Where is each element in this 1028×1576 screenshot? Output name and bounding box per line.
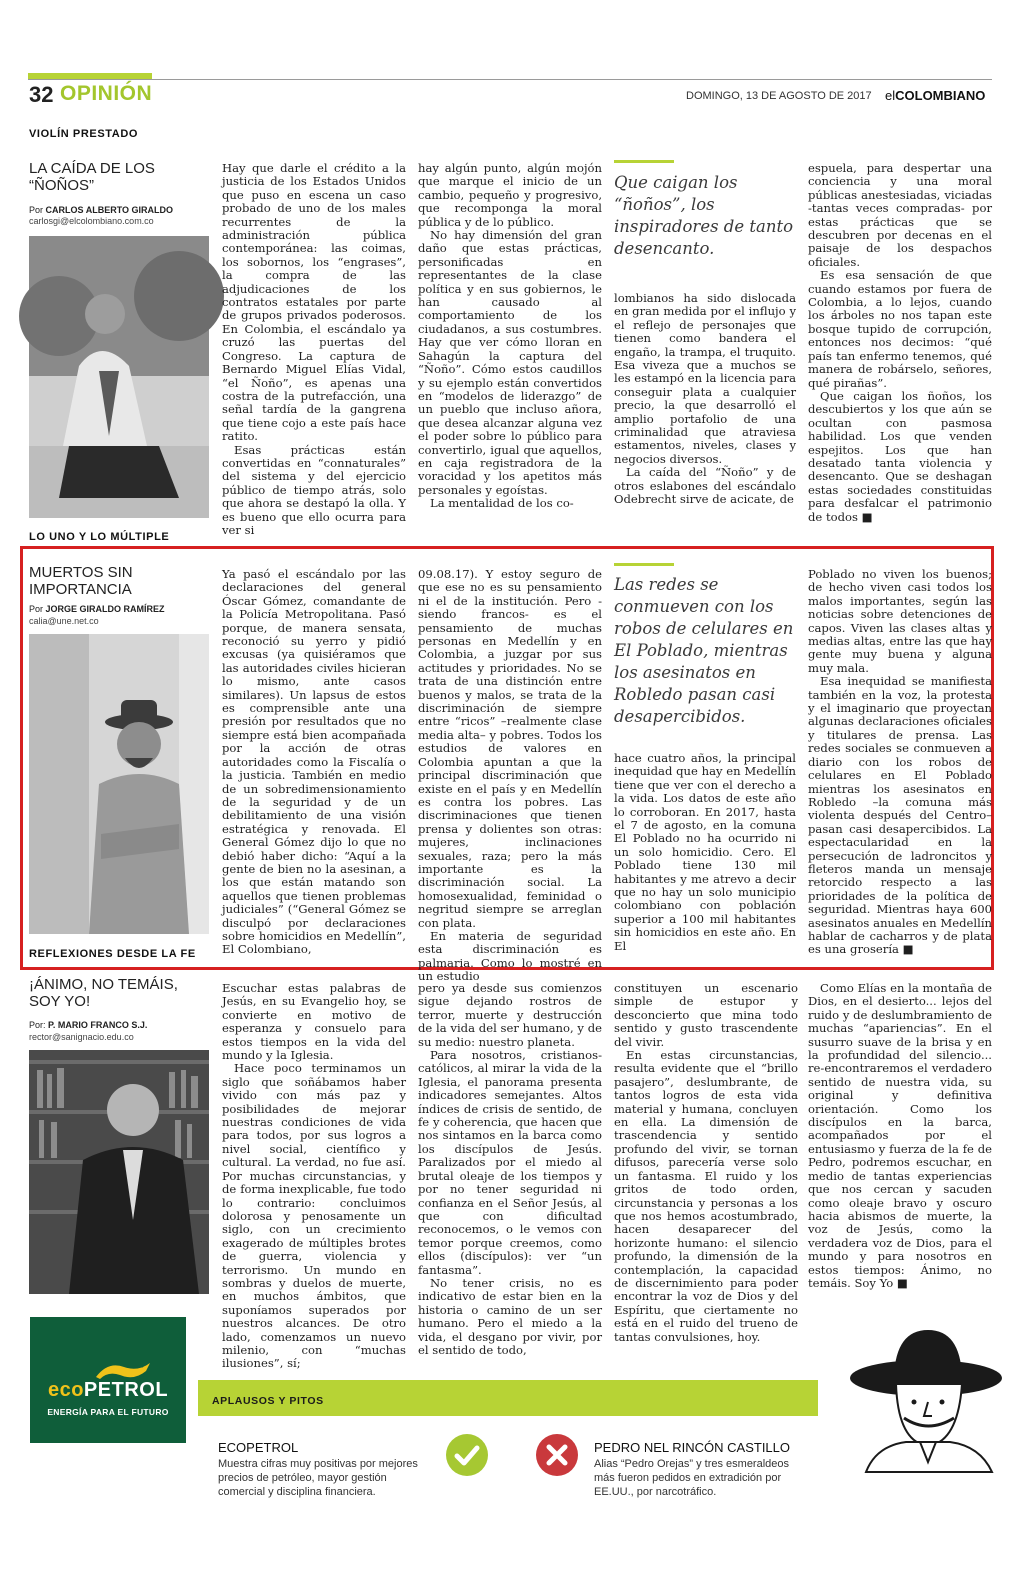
- author-portrait-image: [29, 236, 209, 518]
- article-body-col1: [222, 981, 406, 1371]
- issue-date: DOMINGO, 13 DE AGOSTO DE 2017: [686, 90, 872, 102]
- paragraph: Esa inequidad se manifiesta también en la voz, la protesta y el imaginario que proyectan algunas declaraciones oficiales y titulares de prensa. Las redes sociales se conmueven a diario con los robos de celulares en El Poblado mientras los asesinatos en Robledo –la comuna más violenta después del Centro– pasan casi desapercibidos. La espectacularidad en la persecución de ladroncitos y fleteros manda un mensaje retorcido respecto a las prioridades de la política de seguridad. Mientras haya 600 asesinatos anuales en Medellín hablar de cacharros y de plata es una grosería ■: [808, 674, 992, 957]
- author-portrait-image: [29, 634, 209, 934]
- article-body-col3: [614, 292, 796, 524]
- article-body-col2: [418, 981, 602, 1357]
- paragraph: 09.08.17). Y estoy seguro de que ese no es su pensamiento ni el de la institución. Pero -siendo francos- es el pensamiento de muchas personas en Medellín y en Colombia, a juzgar por sus actitudes y prioridades. No se trata de una distinción entre buenos y malos, se trata de la discriminación de siempre entre “ricos” –realmente clase media alta– y pobres. Todos los estudios de valores en Colombia apuntan a que la principal discriminación que existe en el país y en Medellín es contra los pobres. Las discriminaciones que tienen prensa y dolientes son otras: mujeres, inclinaciones sexuales, raza; pero la más importante es la discriminación social. La homosexualidad, feminidad o negritud siempre se arreglan con plata.: [418, 567, 602, 930]
- ad-slogan: ENERGÍA PARA EL FUTURO: [47, 1407, 169, 1417]
- pull-quote-bar: [614, 160, 674, 163]
- article-body-col4: [808, 162, 992, 524]
- paragraph: Para nosotros, cristianos-católicos, al mirar la vida de la Iglesia, el panorama presenta indicadores semejantes. Altos índices de crisis de sentido, de fe y coherencia, que hacen que nos sintamos en la barca como los discípulos de Jesús. Paralizados por el miedo al brutal oleaje de los tiempos y por no tener seguridad ni confianza en el Señor Jesús, al que con dificultad reconocemos, o le vemos con temor porque creemos, como ellos (discípulos): ver “un fantasma”.: [418, 1048, 602, 1277]
- article-body-col1: [222, 567, 406, 957]
- article-body-col1: [222, 161, 406, 537]
- article-body-col2: [418, 567, 602, 984]
- pull-quote-bar: [614, 563, 674, 566]
- byline-prefix: Por: [29, 604, 44, 614]
- pito-name: PEDRO NEL RINCÓN CASTILLO: [594, 1440, 791, 1455]
- author-name: CARLOS ALBERTO GIRALDO: [45, 205, 174, 215]
- brand-name: COLOMBIANO: [895, 88, 986, 103]
- column-kicker: LO UNO Y LO MÚLTIPLE: [29, 531, 170, 543]
- byline-prefix: Por: [29, 205, 44, 215]
- paragraph: espuela, para despertar una conciencia y una moral públicas anestesiadas, viciadas -tantas veces compradas- por estas prácticas que se descubren por decenas en el paisaje de los despachos oficiales.: [808, 161, 992, 269]
- author-name: JORGE GIRALDO RAMÍREZ: [45, 604, 165, 614]
- brand-prefix: el: [885, 88, 896, 103]
- paragraph: Hay que darle el crédito a la justicia de los Estados Unidos que puso en escena un caso probado de uno de los males recurrentes de la administración pública contemporánea: las coimas, los sobornos, los “engrases”, la compra de las adjudicaciones de los contratos estatales por parte de grupos privados poderosos. En Colombia, el escándalo ya cruzó las puertas del Congreso. La captura de Bernardo Miguel Elías Vidal, “el Ñoño”, es apenas una costra de la putrefacción, una señal tardía de la gangrena que tiene cojo a este país hace ratito.: [222, 161, 406, 444]
- column-kicker: VIOLÍN PRESTADO: [29, 128, 139, 140]
- check-icon: [446, 1434, 488, 1476]
- article-body-col4: [808, 567, 992, 957]
- byline: [29, 1020, 147, 1030]
- byline: [29, 604, 165, 614]
- author-email[interactable]: calia@une.net.co: [29, 616, 99, 626]
- author-name: P. MARIO FRANCO S.J.: [48, 1020, 148, 1030]
- aplausos-title: APLAUSOS Y PITOS: [212, 1395, 324, 1407]
- author-email[interactable]: carlosgi@elcolombiano.com.co: [29, 216, 154, 226]
- paragraph: Ya pasó el escándalo por las declaraciones del general Óscar Gómez, comandante de la Policía Metropolitana. Pasó porque, de manera sensata, reconoció su yerro y pidió excusas (ya quisiéramos que las autoridades civiles hicieran lo mismo, ante casos similares). Un lapsus de estos es comprensible ante una presión por resultados que no siempre está bien acompañada por la acción de otras autoridades como la Fiscalía o la justicia. También en medio de un sobredimensionamiento de la seguridad y de un debilitamiento de una visión estratégica y renovada. El General Gómez dijo lo que no debió haber dicho: “Aquí a la gente de bien no la asesinan, a los que están matando son aquellos que tienen problemas judiciales” (“General Gómez se disculpó por declaraciones sobre homicidios en Medellín”, El Colombiano,: [222, 567, 406, 957]
- pito-text: Alias “Pedro Orejas” y tres esmeraldeos más fueron pedidos en extradición por EE.UU., por narcotráfico.: [594, 1458, 790, 1498]
- section-title: OPINIÓN: [60, 82, 153, 105]
- x-icon: [536, 1434, 578, 1476]
- article-title: MUERTOS SIN IMPORTANCIA: [29, 564, 133, 598]
- author-photo: [29, 1050, 209, 1294]
- article-body-col2: [418, 162, 602, 524]
- paragraph: hace cuatro años, la principal inequidad que hay en Medellín tiene que ver con el derecho a la vida. Los datos de este año lo corroboran. En 2017, hasta el 7 de agosto, en la comuna El Poblado no ha ocurrido ni un solo homicidio. Cero. El Poblado tiene 130 mil habitantes y me atrevo a decir que no hay un solo municipio colombiano con población superior a 100 mil habitantes sin homicidios en este año. En El: [614, 751, 796, 953]
- article-body-col4: [808, 981, 992, 1290]
- article-body-col3: [614, 982, 798, 1342]
- column-kicker: REFLEXIONES DESDE LA FE: [29, 948, 196, 960]
- paragraph: La caída del “Ñoño” y de otros eslabones del escándalo Odebrecht sirve de acicate, de: [614, 465, 796, 507]
- header-rule: [28, 79, 992, 80]
- paragraph: hay algún punto, algún mojón que marque el inicio de un cambio, pequeño y progresivo, que recomponga la moral pública y de lo público.: [418, 161, 602, 229]
- paragraph: En estas circunstancias, resulta evidente que el “brillo pasajero”, deslumbrante, de tantos logros de esta vida material y humana, concluyen en ella. La dimensión de trascendencia y sentido profundo del vivir, se tornan difusos, parecería verse solo un fantasma. El ruido y los gritos de todo orden, circunstancia y personas a los que nos hemos acostumbrado, hacen desaparecer del horizonte humano: el silencio profundo, la dimensión de la contemplación, la capacidad de discernimiento para poder encontrar la voz de Dios y del Espíritu, que ciertamente no está en el ruido del trueno de tantas convulsiones, hoy.: [614, 1048, 798, 1344]
- article-body-col3: [614, 751, 796, 953]
- author-photo: [29, 236, 209, 518]
- ecopetrol-ad[interactable]: [30, 1317, 186, 1443]
- pull-quote: Las redes se conmueven con los robos de celulares en El Poblado, mientras los asesinatos en Robledo pasan casi desapercibidos.: [614, 575, 794, 726]
- paragraph: lombianos ha sido dislocada en gran medida por el influjo y el reflejo de personajes que tienen como bandera el engaño, la trampa, el truquito. Esa viveza que a muchos se les estampó en la licencia para conseguir plata a cualquier precio, la que desarrolló el amplio portafolio de una criminalidad que atraviesa estamentos, niveles, clases y negocios diversos.: [614, 291, 796, 466]
- author-photo: [29, 634, 209, 934]
- article-title: LA CAÍDA DE LOS “ÑOÑOS”: [29, 160, 155, 194]
- paragraph: La mentalidad de los co-: [430, 496, 574, 511]
- paragraph: En materia de seguridad esta discriminación es palmaria. Como lo mostré en un estudio: [418, 928, 602, 984]
- paragraph: Poblado no viven los buenos; de hecho viven casi todos los malos importantes, según las noticias sobre detenciones de capos. Viven las clases altas y medias altas, entre las que hay gente muy buena y alguna muy mala.: [808, 567, 992, 675]
- paragraph: Escuchar estas palabras de Jesús, en su Evangelio hoy, se convierte en motivo de esperanza y consuelo para estos tiempos en la vida del mundo y la Iglesia.: [222, 981, 406, 1063]
- caricature-hat-man-icon: [836, 1322, 1004, 1472]
- paragraph: constituyen un escenario simple de estupor y desconcierto que mina todo sentido y gusto trascendente del vivir.: [614, 981, 798, 1049]
- aplauso-text: Muestra cifras muy positivas por mejores precios de petróleo, mayor gestión comercial y disciplina financiera.: [218, 1458, 418, 1498]
- article-title: ¡ÁNIMO, NO TEMÁIS, SOY YO!: [29, 976, 178, 1010]
- aplauso-name: ECOPETROL: [218, 1440, 299, 1455]
- ad-logo: [30, 1379, 186, 1402]
- newspaper-brand: [885, 88, 985, 103]
- pull-quote: Que caigan los “ñoños”, los inspiradores de tanto desencanto.: [614, 173, 794, 258]
- paragraph: No tener crisis, no es indicativo de estar bien en la historia o camino de un ser humano. Pero el miedo a la vida, el desgano por vivir, por el sentido de todo,: [418, 1275, 602, 1357]
- paragraph: Que caigan los ñoños, los descubiertos y los que aún se ocultan con pasmosa habilidad. Los que venden espejitos. Los que han desatado tanta violencia y desencanto. Que se deshagan estas sociedades constituidas para desfalcar el patrimonio de todos ■: [808, 388, 992, 524]
- paragraph: Como Elías en la montaña de Dios, en el desierto... lejos del ruido y de deslumbramiento de muchas “apariencias”. En el susurro suave de la brisa y en la profundidad del silencio... re-encontraremos el verdadero sentido de nuestra vida, su original y definitiva orientación. Como los discípulos en la barca, acompañados por el entusiasmo y fuerza de la fe de Pedro, podremos escuchar, en medio de tantas experiencias que nos cercan y sacuden como oleaje bravo y oscuro hacia abismos de muerte, la voz de Jesús, como la verdadera voz de Dios, para el mundo y para nosotros en estos tiempos: Ánimo, no temáis. Soy Yo ■: [808, 981, 992, 1290]
- paragraph: Hace poco terminamos un siglo que soñábamos haber vivido con más paz y posibilidades de mejorar nuestras condiciones de vida para todos, por sus logros a nivel social, científico y cultural. La verdad, no fue así. Por muchas circunstancias, y de forma inexplicable, fue todo lo contrario: concluimos dolorosa y penosamente un siglo, con un crecimiento exagerado de múltiples brotes de guerra, violencia y terrorismo. Un mundo en sombras y duelos de muerte, en muchos ámbitos, que suponíamos superados por nuestros alcances. De otro lado, comenzamos un nuevo milenio, con “muchas ilusiones”, sí;: [222, 1061, 406, 1371]
- ad-logo-prefix: eco: [47, 1379, 84, 1401]
- author-email[interactable]: rector@sanignacio.edu.co: [29, 1032, 134, 1042]
- paragraph: Esas prácticas están convertidas en “connaturales” del sistema y del ejercicio público de tiempo atrás, solo que ahora se destapó la olla. Y es bueno que ello ocurra para ver si: [222, 442, 406, 537]
- paragraph: pero ya desde sus comienzos sigue dejando rostros de terror, muerte y destrucción de la vida del ser humano, y de su medio: nuestro planeta.: [418, 981, 602, 1049]
- author-portrait-image: [29, 1050, 209, 1294]
- ad-logo-main: PETROL: [83, 1379, 169, 1401]
- paragraph: Es esa sensación de que cuando estamos por fuera de Colombia, a lo lejos, cuando los árboles no nos tapan este bosque tupido de corrupción, entonces nos decimos: “qué país tan enfermo tenemos, qué manera de robárselo, señores, qué pirañas”.: [808, 268, 992, 390]
- paragraph: No hay dimensión del gran daño que estas prácticas, personificadas en representantes de la clase política y en sus gobiernos, le han causado al comportamiento de los ciudadanos, a sus costumbres. Hay que ver cómo lloran en Sahagún la captura del “Ñoño”. Cómo estos caudillos y su ejemplo están convertidos en “modelos de liderazgo” de un pueblo que incluso añora, que desea alcanzar alguna vez el poder sobre lo público para convertirlo, igual que aquellos, en caja registradora de la voracidad y los apetitos más personales y egoístas.: [418, 228, 602, 497]
- page-number: 32: [29, 82, 54, 107]
- byline: [29, 205, 173, 215]
- byline-prefix: Por:: [29, 1020, 46, 1030]
- caricature: [836, 1322, 1004, 1472]
